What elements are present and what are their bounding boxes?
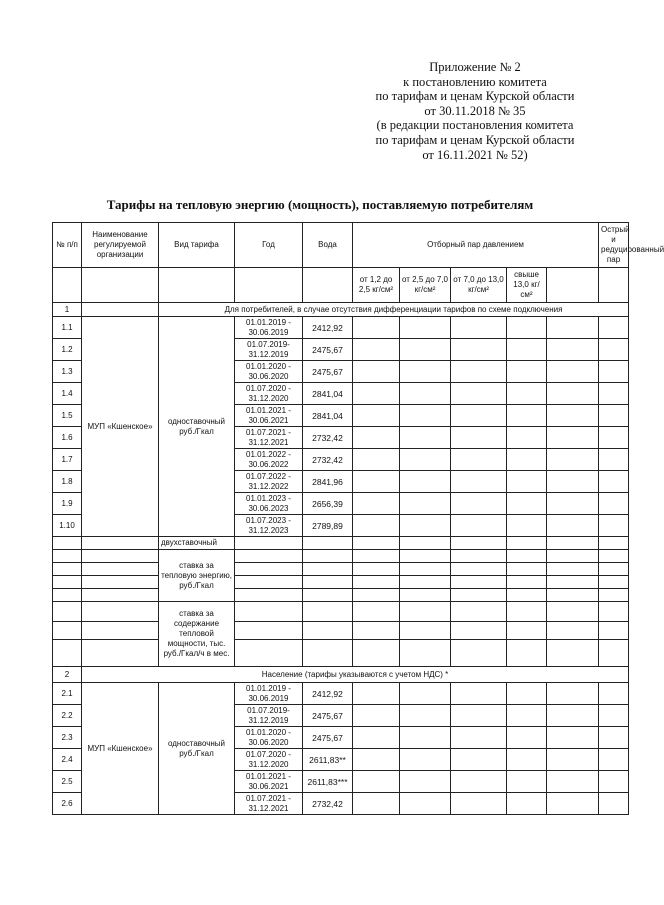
header-year: Год	[235, 223, 303, 268]
section2-title: Население (тарифы указываются с учетом НДС) *	[82, 667, 629, 683]
appendix-line: по тарифам и ценам Курской области	[375, 132, 575, 147]
subheader-row	[53, 268, 629, 303]
row-value: 2732,42	[303, 427, 353, 449]
row-period: 01.07.2022 - 31.12.2022	[235, 471, 303, 493]
header-water: Вода	[303, 223, 353, 268]
appendix-line: по тарифам и ценам Курской области	[375, 89, 575, 104]
section1-num: 1	[53, 303, 82, 317]
section-row	[53, 303, 629, 317]
appendix-line: Приложение № 2	[429, 60, 521, 74]
table-row	[53, 550, 629, 563]
row-num: 2.4	[53, 749, 82, 771]
header-sharp: Острый и редуцированный пар	[599, 223, 629, 268]
row-period: 01.07.2020 - 31.12.2020	[235, 749, 303, 771]
table-row	[53, 563, 629, 576]
tariff-kind: одноставочный руб./Гкал	[159, 317, 235, 537]
row-num: 1.2	[53, 339, 82, 361]
row-period: 01.01.2022 - 30.06.2022	[235, 449, 303, 471]
appendix-block	[330, 60, 620, 162]
row-period: 01.01.2023 - 30.06.2023	[235, 493, 303, 515]
header-kind: Вид тарифа	[159, 223, 235, 268]
appendix-line: к постановлению комитета	[403, 74, 547, 89]
table-row	[53, 622, 629, 640]
header-p4: свыше 13,0 кг/см²	[507, 268, 547, 303]
row-value: 2732,42	[303, 449, 353, 471]
row-period: 01.07.2019- 31.12.2019	[235, 339, 303, 361]
tariff-kind: одноставочный руб./Гкал	[159, 683, 235, 815]
section-row	[53, 667, 629, 683]
row-num: 2.1	[53, 683, 82, 705]
row-period: 01.07.2019- 31.12.2019	[235, 705, 303, 727]
row-value: 2656,39	[303, 493, 353, 515]
row-num: 1.6	[53, 427, 82, 449]
row-num: 2.6	[53, 793, 82, 815]
section2-num: 2	[53, 667, 82, 683]
row-value: 2732,42	[303, 793, 353, 815]
header-steam: Отборный пар давлением	[353, 223, 599, 268]
header-p1: от 1,2 до 2,5 кг/см²	[353, 268, 400, 303]
row-num: 2.3	[53, 727, 82, 749]
row-period: 01.01.2019 - 30.06.2019	[235, 683, 303, 705]
row-value: 2475,67	[303, 705, 353, 727]
org-name: МУП «Кшенское»	[82, 317, 159, 537]
org-name: МУП «Кшенское»	[82, 683, 159, 815]
row-num: 1.7	[53, 449, 82, 471]
row-value: 2475,67	[303, 339, 353, 361]
two-part-row	[53, 537, 629, 550]
table-row	[53, 602, 629, 622]
row-period: 01.01.2021 - 30.06.2021	[235, 405, 303, 427]
row-value: 2611,83**	[303, 749, 353, 771]
appendix-line: (в редакции постановления комитета	[376, 118, 574, 133]
table-row	[53, 317, 629, 339]
header-org: Наименование регулируемой организации	[82, 223, 159, 268]
row-value: 2789,89	[303, 515, 353, 537]
two-part-label: двухставочный	[159, 537, 235, 550]
row-value: 2475,67	[303, 361, 353, 383]
table-row	[53, 683, 629, 705]
header-num: № п/п	[53, 223, 82, 268]
table-row	[53, 640, 629, 667]
row-value: 2412,92	[303, 317, 353, 339]
row-period: 01.07.2023 - 31.12.2023	[235, 515, 303, 537]
row-num: 2.2	[53, 705, 82, 727]
row-period: 01.07.2020 - 31.12.2020	[235, 383, 303, 405]
row-num: 1.9	[53, 493, 82, 515]
table-row	[53, 576, 629, 589]
row-num: 2.5	[53, 771, 82, 793]
capacity-rate-label: ставка за содержание тепловой мощности, тыс. руб./Гкал/ч в мес.	[159, 602, 235, 667]
row-num: 1.10	[53, 515, 82, 537]
row-period: 01.01.2020 - 30.06.2020	[235, 727, 303, 749]
row-period: 01.01.2020 - 30.06.2020	[235, 361, 303, 383]
document-title: Тарифы на тепловую энергию (мощность), поставляемую потребителям	[106, 197, 534, 212]
row-period: 01.07.2021 - 31.12.2021	[235, 427, 303, 449]
header-p3: от 7,0 до 13,0 кг/см²	[451, 268, 507, 303]
row-value: 2841,04	[303, 383, 353, 405]
tariff-table	[52, 222, 664, 815]
section1-title: Для потребителей, в случае отсутствия дифференциации тарифов по схеме подключения	[159, 303, 629, 317]
row-value: 2841,04	[303, 405, 353, 427]
row-num: 1.1	[53, 317, 82, 339]
table-row	[53, 589, 629, 602]
row-value: 2412,92	[303, 683, 353, 705]
row-num: 1.4	[53, 383, 82, 405]
row-value: 2475,67	[303, 727, 353, 749]
row-value: 2611,83***	[303, 771, 353, 793]
energy-rate-label: ставка за тепловую энергию, руб./Гкал	[159, 550, 235, 602]
row-num: 1.8	[53, 471, 82, 493]
row-period: 01.07.2021 - 31.12.2021	[235, 793, 303, 815]
appendix-line: от 16.11.2021 № 52)	[422, 147, 528, 162]
row-num: 1.5	[53, 405, 82, 427]
header-row	[53, 223, 629, 268]
row-value: 2841,96	[303, 471, 353, 493]
row-period: 01.01.2021 - 30.06.2021	[235, 771, 303, 793]
appendix-line: от 30.11.2018 № 35	[424, 103, 526, 118]
row-num: 1.3	[53, 361, 82, 383]
row-period: 01.01.2019 - 30.06.2019	[235, 317, 303, 339]
header-p2: от 2,5 до 7,0 кг/см²	[400, 268, 451, 303]
